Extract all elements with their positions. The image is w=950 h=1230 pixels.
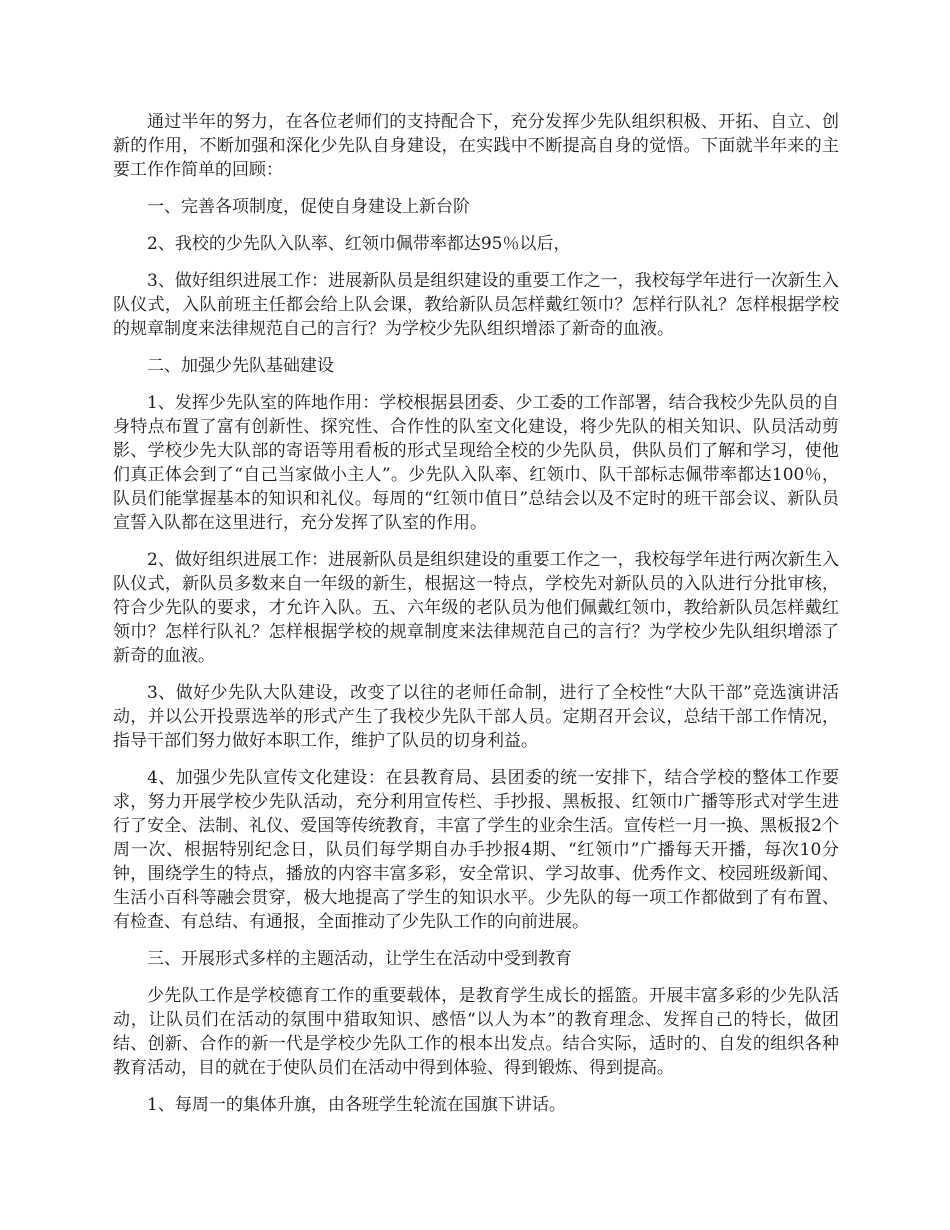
paragraph-item: 2、我校的少先队入队率、红领巾佩带率都达95％以后， [147, 234, 571, 254]
paragraph-item: 少先队工作是学校德育工作的重要载体，是教育学生成长的摇篮。开展丰富多彩的少先队活动，让队员们在活动的氛围中猎取知识、感悟“以人为本”的教育理念、发挥自己的特长，做团结、创新、合作的新一代是学校少先队工作的根本出发点。结合实际，适时的、自发的组织各种教育活动，目的就在于使队员们在活动中得到体验、得到锻炼、得到提高。 [113, 986, 839, 1078]
paragraph-item: 4、加强少先队宣传文化建设：在县教育局、县团委的统一安排下，结合学校的整体工作要求，努力开展学校少先队活动，充分利用宣传栏、手抄报、黑板报、红领巾广播等形式对学生进行了安全、法制、礼仪、爱国等传统教育，丰富了学生的业余生活。宣传栏一月一换、黑板报2个周一次、根据特别纪念日，队员们每学期自办手抄报4期、“红领巾”广播每天开播，每次10分钟，围绕学生的特点，播放的内容丰富多彩，安全常识、学习故事、优秀作文、校园班级新闻、生活小百科等融会贯穿，极大地提高了学生的知识水平。少先队的每一项工作都做到了有布置、有检查、有总结、有通报，全面推动了少先队工作的向前进展。 [113, 768, 839, 932]
section-heading-3: 三、开展形式多样的主题活动，让学生在活动中受到教育 [147, 949, 572, 969]
document-page [113, 110, 839, 1130]
paragraph-item: 3、做好少先队大队建设，改变了以往的老师任命制，进行了全校性“大队干部”竞选演讲活动，并以公开投票选举的形式产生了我校少先队干部人员。定期召开会议，总结干部工作情况，指导干部们努力做好本职工作，维护了队员的切身利益。 [113, 683, 839, 751]
paragraph-item: 1、发挥少先队室的阵地作用：学校根据县团委、少工委的工作部署，结合我校少先队员的自身特点布置了富有创新性、探究性、合作性的队室文化建设，将少先队的相关知识、队员活动剪影、学校少先大队部的寄语等用看板的形式呈现给全校的少先队员，供队员们了解和学习，使他们真正体会到了“自己当家做小主人”。少先队入队率、红领巾、队干部标志佩带率都达100％，队员们能掌握基本的知识和礼仪。每周的“红领巾值日”总结会以及不定时的班干部会议、新队员宣誓入队都在这里进行，充分发挥了队室的作用。 [113, 393, 839, 533]
paragraph-item: 1、每周一的集体升旗，由各班学生轮流在国旗下讲话。 [147, 1095, 566, 1115]
paragraph-item: 2、做好组织进展工作：进展新队员是组织建设的重要工作之一，我校每学年进行两次新生入队仪式，新队员多数来自一年级的新生，根据这一特点，学校先对新队员的入队进行分批审核，符合少先队的要求，才允许入队。五、六年级的老队员为他们佩戴红领巾，教给新队员怎样戴红领巾？怎样行队礼？怎样根据学校的规章制度来法律规范自己的言行？为学校少先队组织增添了新奇的血液。 [113, 550, 839, 666]
section-heading-1: 一、完善各项制度，促使自身建设上新台阶 [147, 197, 470, 217]
intro-paragraph: 通过半年的努力，在各位老师们的支持配合下，充分发挥少先队组织积极、开拓、自立、创新的作用，不断加强和深化少先队自身建设，在实践中不断提高自身的觉悟。下面就半年来的主要工作作简单的回顾： [113, 112, 839, 180]
section-heading-2: 二、加强少先队基础建设 [147, 356, 334, 376]
paragraph-item: 3、做好组织进展工作：进展新队员是组织建设的重要工作之一，我校每学年进行一次新生入队仪式，入队前班主任都会给上队会课，教给新队员怎样戴红领巾？怎样行队礼？怎样根据学校的规章制度来法律规范自己的言行？为学校少先队组织增添了新奇的血液。 [113, 271, 839, 339]
